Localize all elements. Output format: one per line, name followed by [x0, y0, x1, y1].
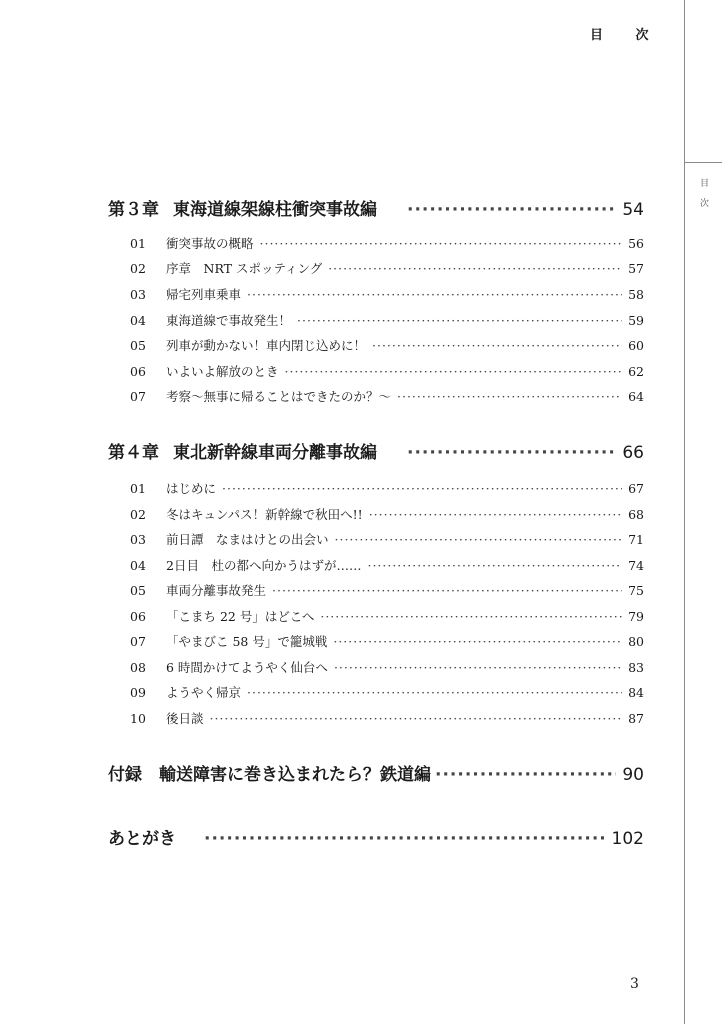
leader-dots [333, 634, 622, 649]
page-number: 3 [630, 976, 639, 992]
entry-page: 58 [628, 287, 644, 302]
entry-number: 01 [130, 481, 146, 496]
entry-number: 01 [130, 236, 146, 251]
toc-entry[interactable] [0, 285, 644, 303]
afterword-page: 102 [611, 829, 644, 849]
leader-dots [407, 200, 616, 220]
leader-dots [222, 481, 622, 496]
toc-chapter-3[interactable] [0, 195, 644, 220]
entry-title: 車両分離事故発生 [166, 583, 267, 598]
toc-entry[interactable] [0, 683, 644, 701]
entry-title: 列車が動かない！車内閉じ込めに！ [166, 338, 367, 353]
leader-dots [369, 507, 622, 522]
toc-afterword[interactable] [0, 824, 644, 849]
chapter-page: 66 [622, 443, 644, 463]
afterword-title: あとがき [108, 829, 176, 849]
entry-number: 02 [130, 507, 146, 522]
entry-number: 05 [130, 338, 146, 353]
toc-entry[interactable] [0, 336, 644, 354]
leader-dots [407, 443, 616, 463]
entry-number: 04 [130, 558, 146, 573]
leader-dots [328, 261, 622, 276]
leader-dots [247, 685, 622, 700]
entry-number: 04 [130, 313, 146, 328]
side-index-tab: 目 次 [698, 178, 708, 211]
entry-page: 79 [628, 609, 644, 624]
chapter-number: 第３章 [108, 200, 159, 220]
entry-title: 「こまち 22 号」はどこへ [166, 609, 315, 624]
entry-title: はじめに [166, 481, 217, 496]
leader-dots [335, 532, 623, 547]
entry-number: 07 [130, 634, 146, 649]
page-edge-rule [684, 0, 685, 1024]
entry-number: 09 [130, 685, 146, 700]
page-header-title: 目 次 [590, 28, 663, 43]
entry-page: 87 [628, 711, 644, 726]
leader-dots [334, 660, 622, 675]
entry-page: 60 [628, 338, 644, 353]
entry-title: 「やまびこ 58 号」で籠城戦 [166, 634, 328, 649]
entry-title: 6 時間かけてようやく仙台へ [166, 660, 328, 675]
entry-title: 東海道線で事故発生！ [166, 313, 292, 328]
leader-dots [204, 829, 606, 849]
chapter-title: 東海道線架線柱衝突事故編 [173, 200, 377, 220]
toc-entry[interactable] [0, 259, 644, 277]
leader-dots [272, 583, 622, 598]
entry-title: 考察〜無事に帰ることはできたのか？〜 [166, 389, 392, 404]
entry-title: 後日談 [166, 711, 204, 726]
toc-entry[interactable] [0, 311, 644, 329]
toc-appendix[interactable] [0, 760, 644, 785]
leader-dots [297, 313, 622, 328]
toc-entry[interactable] [0, 607, 644, 625]
entry-page: 67 [628, 481, 644, 496]
leader-dots [367, 558, 622, 573]
chapter-title: 東北新幹線車両分離事故編 [173, 443, 377, 463]
leader-dots [397, 389, 622, 404]
toc-entry[interactable] [0, 530, 644, 548]
toc-entry[interactable] [0, 479, 644, 497]
entry-title: 帰宅列車乗車 [166, 287, 242, 302]
chapter-number: 第４章 [108, 443, 159, 463]
appendix-page: 90 [622, 765, 644, 785]
entry-page: 74 [628, 558, 644, 573]
leader-dots [372, 338, 622, 353]
entry-page: 59 [628, 313, 644, 328]
entry-page: 84 [628, 685, 644, 700]
toc-entry[interactable] [0, 632, 644, 650]
entry-title: ようやく帰京 [166, 685, 242, 700]
entry-title: 2日目 杜の都へ向かうはずが…… [166, 558, 362, 573]
entry-number: 07 [130, 389, 146, 404]
index-tab-divider [684, 162, 722, 163]
toc-entry[interactable] [0, 556, 644, 574]
toc-entry[interactable] [0, 658, 644, 676]
entry-number: 03 [130, 532, 146, 547]
toc-entry[interactable] [0, 581, 644, 599]
entry-page: 80 [628, 634, 644, 649]
entry-page: 57 [628, 261, 644, 276]
entry-title: 序章 NRT スポッティング [166, 261, 323, 276]
entry-number: 02 [130, 261, 146, 276]
entry-page: 83 [628, 660, 644, 675]
chapter-page: 54 [622, 200, 644, 220]
toc-entry[interactable] [0, 362, 644, 380]
leader-dots [435, 765, 616, 785]
entry-page: 62 [628, 364, 644, 379]
leader-dots [285, 364, 623, 379]
entry-page: 64 [628, 389, 644, 404]
appendix-title: 付録 輸送障害に巻き込まれたら？鉄道編 [108, 765, 431, 785]
leader-dots [260, 236, 623, 251]
toc-entry[interactable] [0, 234, 644, 252]
entry-number: 05 [130, 583, 146, 598]
entry-page: 68 [628, 507, 644, 522]
leader-dots [320, 609, 622, 624]
entry-title: 前日譚 なまはけとの出会い [166, 532, 329, 547]
entry-number: 06 [130, 609, 146, 624]
toc-entry[interactable] [0, 709, 644, 727]
entry-title: 衝突事故の概略 [166, 236, 254, 251]
entry-number: 06 [130, 364, 146, 379]
entry-title: 冬はキュンパス！新幹線で秋田へ!! [166, 507, 363, 522]
entry-number: 10 [130, 711, 146, 726]
toc-entry[interactable] [0, 387, 644, 405]
leader-dots [247, 287, 622, 302]
toc-entry[interactable] [0, 505, 644, 523]
entry-page: 71 [628, 532, 644, 547]
leader-dots [210, 711, 623, 726]
entry-number: 08 [130, 660, 146, 675]
entry-page: 75 [628, 583, 644, 598]
entry-title: いよいよ解放のとき [166, 364, 279, 379]
entry-number: 03 [130, 287, 146, 302]
toc-chapter-4[interactable] [0, 438, 644, 463]
entry-page: 56 [628, 236, 644, 251]
